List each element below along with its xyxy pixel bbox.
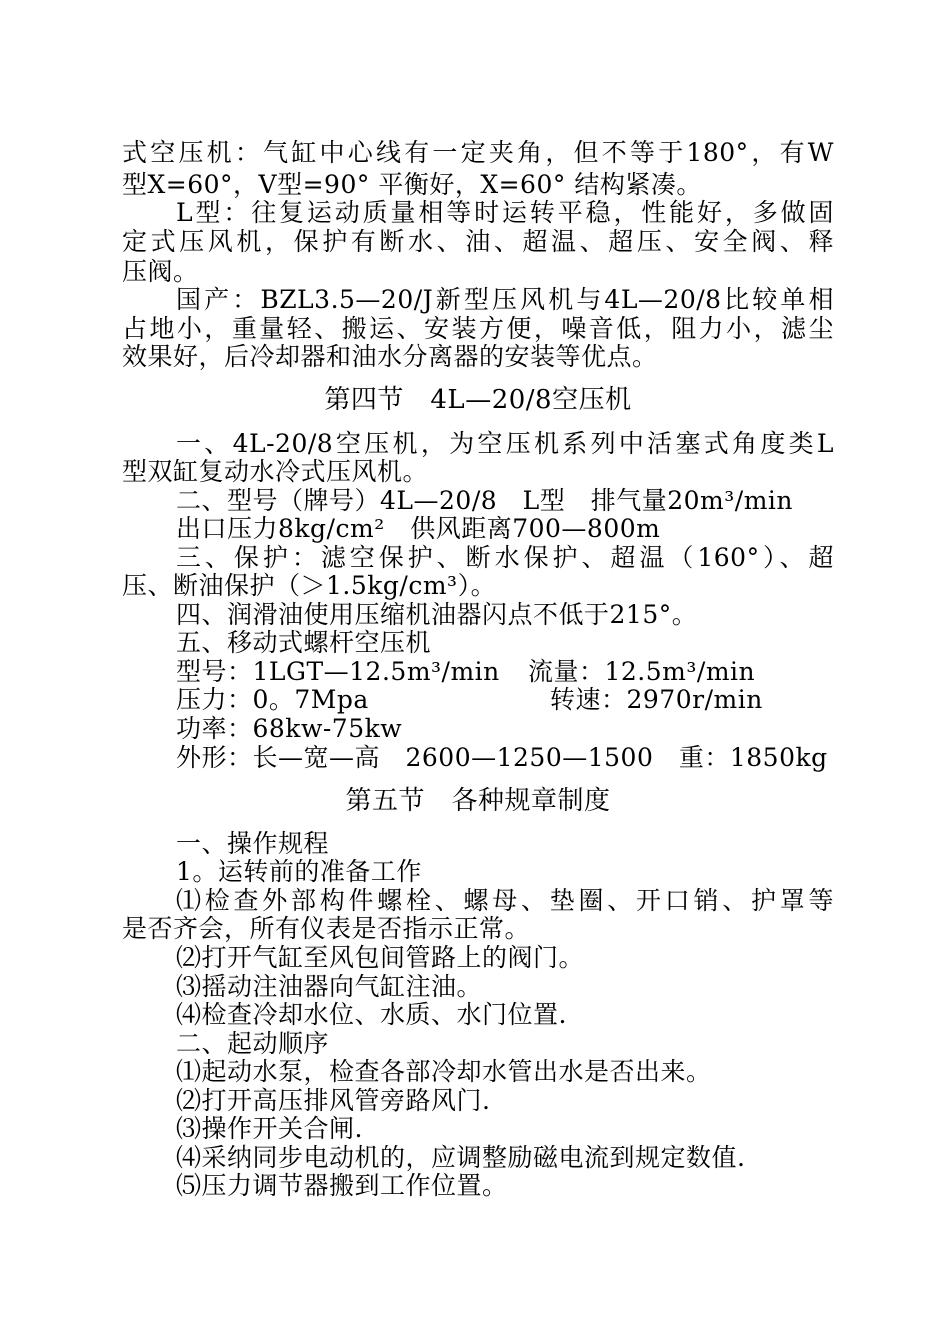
- text-line: 型X=60°，V型=90° 平衡好，X=60° 结构紧凑。: [122, 170, 702, 199]
- text-line: ⑶摇动注油器向气缸注油。: [176, 972, 483, 1001]
- text-line: ⑷检查冷却水位、水质、水门位置.: [176, 1000, 567, 1029]
- text-line: 四、润滑油使用压缩机油器闪点不低于215°。: [176, 600, 698, 629]
- text-line: 1。运转前的准备工作: [176, 857, 422, 886]
- text-line: 式空压机：气缸中心线有一定夹角，但不等于180°，有W: [122, 138, 834, 167]
- spec-row: [176, 685, 834, 715]
- text-line: 功率：68kw-75kw: [176, 714, 403, 743]
- text-line: 二、起动顺序: [176, 1029, 330, 1058]
- text-line: ⑶操作开关合闸.: [176, 1114, 363, 1143]
- text-line: 国产：BZL3.5—20/J新型压风机与4L—20/8比较单相: [176, 285, 834, 314]
- section-heading: 第四节 4L—20/8空压机: [324, 385, 632, 415]
- text-line: 压阀。: [122, 257, 199, 286]
- spec-model: 型号：1LGT—12.5m³/min: [176, 657, 500, 686]
- text-line: ⑵打开气缸至风包间管路上的阀门。: [176, 943, 585, 972]
- text-line: 五、移动式螺杆空压机: [176, 628, 432, 657]
- text-line: 一、4L-20/8空压机，为空压机系列中活塞式角度类L: [176, 429, 834, 458]
- text-line: 二、型号（牌号）4L—20/8 L型 排气量20m³/min: [176, 486, 794, 515]
- spec-speed: 转速：2970r/min: [550, 685, 763, 714]
- text-line: 效果好，后冷却器和油水分离器的安装等优点。: [122, 342, 658, 371]
- text-line: 一、操作规程: [176, 829, 330, 858]
- text-line: 外形：长—宽—高 2600—1250—1500 重：1850kg: [176, 743, 828, 772]
- spec-row: [176, 657, 834, 687]
- spec-flow: 流量：12.5m³/min: [528, 657, 756, 686]
- text-line: L型：往复运动质量相等时运转平稳，性能好，多做固: [176, 198, 834, 227]
- text-line: 型双缸复动水冷式压风机。: [122, 457, 429, 486]
- text-line: ⑴起动水泵，检查各部冷却水管出水是否出来。: [176, 1057, 712, 1086]
- text-line: ⑵打开高压排风管旁路风门.: [176, 1086, 491, 1115]
- text-line: 三、保护：滤空保护、断水保护、超温（160°）、超: [176, 543, 834, 572]
- text-line: 是否齐会，所有仪表是否指示正常。: [122, 914, 531, 943]
- text-line: ⑷采纳同步电动机的，应调整励磁电流到规定数值.: [176, 1143, 746, 1172]
- text-line: 定式压风机，保护有断水、油、超温、超压、安全阀、释: [122, 227, 834, 256]
- text-line: ⑴检查外部构件螺栓、螺母、垫圈、开口销、护罩等: [176, 886, 834, 915]
- spec-pressure: 压力：0。7Mpa: [176, 685, 369, 714]
- text-line: 占地小，重量轻、搬运、安装方便，噪音低，阻力小，滤尘: [122, 314, 834, 343]
- section-heading: 第五节 各种规章制度: [345, 786, 611, 816]
- text-line: 出口压力8kg/cm² 供风距离700—800m: [176, 514, 661, 543]
- text-line: ⑸压力调节器搬到工作位置。: [176, 1171, 508, 1200]
- text-line: 压、断油保护（＞1.5kg/cm³）。: [122, 571, 497, 600]
